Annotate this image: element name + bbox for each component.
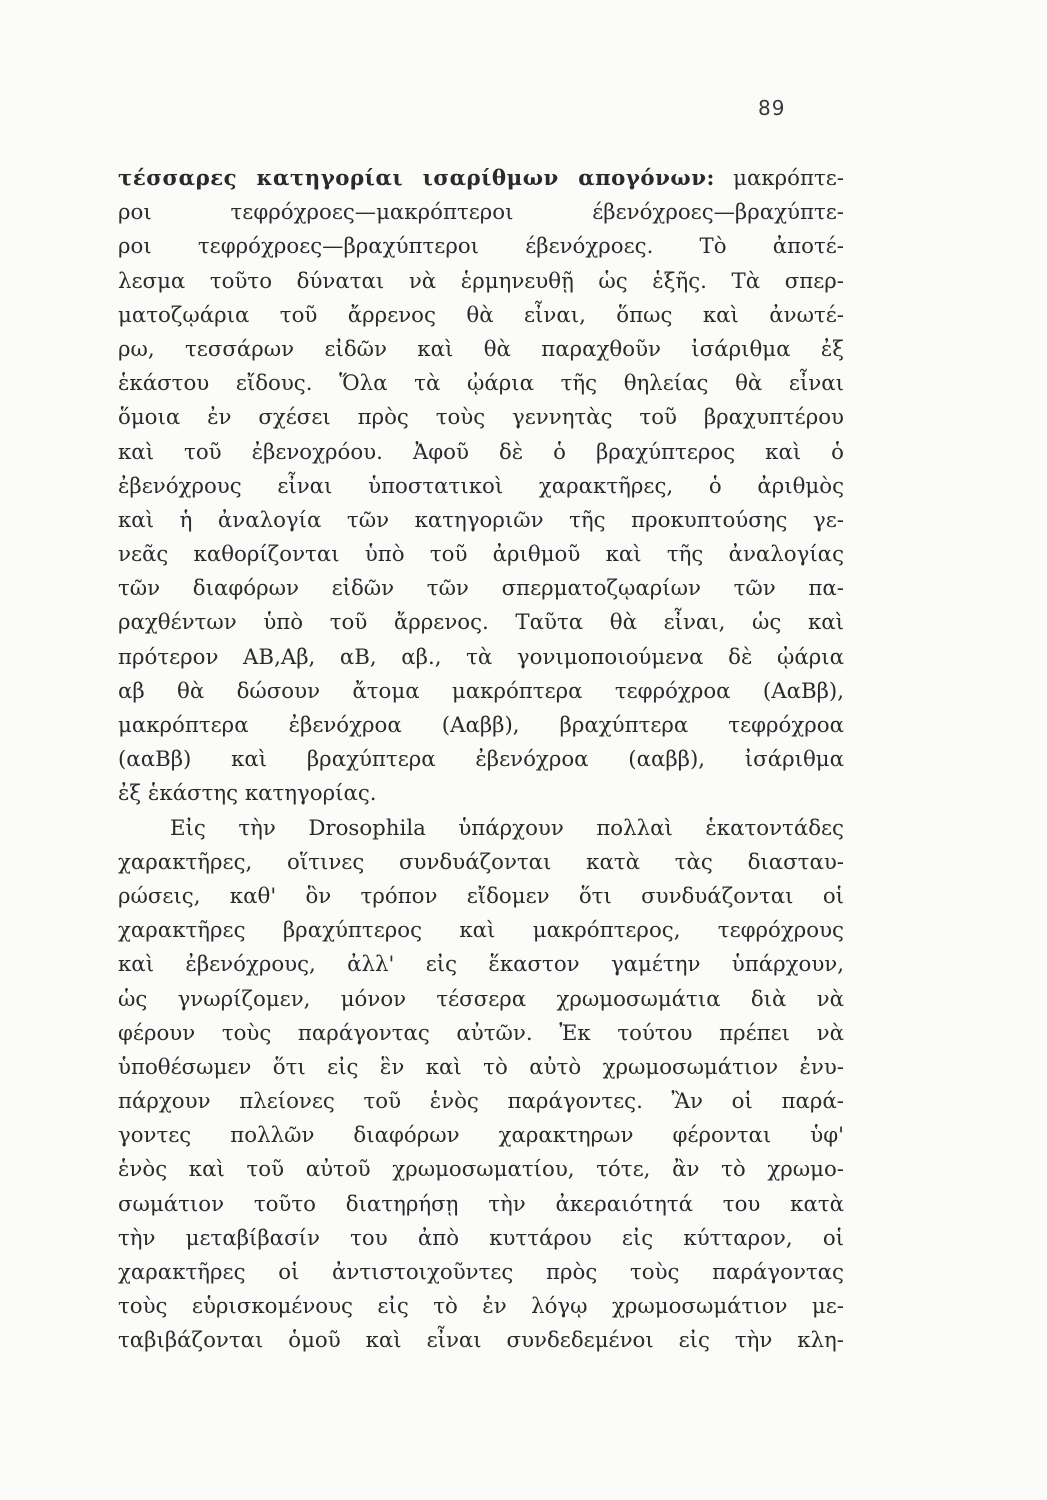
text-line: χαρακτῆρες, οἵτινες συνδυάζονται κατὰ τὰς διασταυ- — [118, 849, 844, 875]
text-span: μακρόπτε- — [714, 166, 844, 191]
text-line: καὶ τοῦ ἐβενοχρόου. Ἀφοῦ δὲ ὁ βραχύπτερος καὶ ὁ — [118, 439, 844, 465]
text-line: ραχθέντων ὑπὸ τοῦ ἄρρενος. Ταῦτα θὰ εἶναι, ὡς καὶ — [118, 610, 844, 636]
text-line: μακρόπτερα ἐβενόχροα (Ααββ), βραχύπτερα τεφρόχροα — [118, 713, 844, 738]
body-text — [118, 162, 844, 1359]
text-line: χαρακτῆρες οἱ ἀντιστοιχοῦντες πρὸς τοὺς παράγοντας — [118, 1260, 844, 1285]
text-line: (ααΒβ) καὶ βραχύπτερα ἐβενόχροα (ααββ), ἰσάριθμα — [118, 747, 844, 773]
page-number: 89 — [758, 96, 786, 120]
text-line — [118, 162, 844, 196]
text-line: τοὺς εὑρισκομένους εἰς τὸ ἐν λόγῳ χρωμοσωμάτιον με- — [118, 1294, 844, 1320]
text-line: τῶν διαφόρων εἰδῶν τῶν σπερματοζῳαρίων τῶν πα- — [118, 576, 844, 602]
text-line: τὴν μεταβίβασίν του ἀπὸ κυττάρου εἰς κύτταρον, οἱ — [118, 1225, 844, 1251]
text-line: καὶ ἡ ἀναλογία τῶν κατηγοριῶν τῆς προκυπτούσης γε- — [118, 507, 844, 533]
text-line: ὅμοια ἐν σχέσει πρὸς τοὺς γεννητὰς τοῦ βραχυπτέρου — [118, 405, 844, 431]
text-line: ματοζῳάρια τοῦ ἄρρενος θὰ εἶναι, ὅπως καὶ ἀνωτέ- — [118, 302, 844, 328]
text-line: ἑκάστου εἴδους. Ὅλα τὰ ᾠάρια τῆς θηλείας θὰ εἶναι — [118, 371, 844, 397]
text-line: ἐξ ἑκάστης κατηγορίας. — [118, 781, 377, 807]
text-line: ὡς γνωρίζομεν, μόνον τέσσερα χρωμοσωμάτια διὰ νὰ — [118, 986, 844, 1012]
text-line: πάρχουν πλείονες τοῦ ἑνὸς παράγοντες. Ἂν οἱ παρά- — [118, 1089, 844, 1115]
text-line: ἐβενόχρους εἶναι ὑποστατικοὶ χαρακτῆρες, ὁ ἀριθμὸς — [118, 473, 844, 499]
text-line: νεᾶς καθορίζονται ὑπὸ τοῦ ἀριθμοῦ καὶ τῆς ἀναλογίας — [118, 542, 844, 568]
text-line: ροι τεφρόχροες—βραχύπτεροι έβενόχροες. Τὸ ἀποτέ- — [118, 234, 844, 260]
text-line: ροι τεφρόχροες—μακρόπτεροι έβενόχροες—βραχύπτε- — [118, 200, 844, 226]
text-line: ἑνὸς καὶ τοῦ αὐτοῦ χρωμοσωματίου, τότε, ἂν τὸ χρωμο- — [118, 1157, 844, 1183]
text-line: ρώσεις, καθ' ὃν τρόπον εἴδομεν ὅτι συνδυάζονται οἱ — [118, 883, 844, 909]
bold-lead-phrase: τέσσαρες κατηγορίαι ισαρίθμων απογόνων: — [118, 166, 715, 191]
text-line: πρότερον ΑΒ,Αβ, αΒ, αβ., τὰ γονιμοποιούμενα δὲ ᾠάρια — [118, 644, 844, 670]
text-line: ταβιβάζονται ὁμοῦ καὶ εἶναι συνδεδεμένοι εἰς τὴν κλη- — [118, 1328, 844, 1354]
text-line: λεσμα τοῦτο δύναται νὰ ἑρμηνευθῇ ὡς ἑξῆς. Τὰ σπερ- — [118, 268, 844, 294]
text-line: γοντες πολλῶν διαφόρων χαρακτηρων φέρονται ὑφ' — [118, 1123, 844, 1149]
text-line: Εἰς τὴν Drosophila ὑπάρχουν πολλαὶ ἑκατοντάδες — [170, 815, 844, 841]
text-line: χαρακτῆρες βραχύπτερος καὶ μακρόπτερος, τεφρόχρους — [118, 918, 844, 944]
text-line: ρω, τεσσάρων εἰδῶν καὶ θὰ παραχθοῦν ἰσάριθμα ἐξ — [118, 336, 844, 362]
text-line: αβ θὰ δώσουν ἄτομα μακρόπτερα τεφρόχροα (ΑαΒβ), — [118, 678, 844, 704]
text-line: φέρουν τοὺς παράγοντας αὐτῶν. Ἐκ τούτου πρέπει νὰ — [118, 1020, 844, 1046]
text-line: ὑποθέσωμεν ὅτι εἰς ἓν καὶ τὸ αὐτὸ χρωμοσωμάτιον ἐνυ- — [118, 1054, 844, 1080]
text-line: καὶ ἐβενόχρους, ἀλλ' εἰς ἕκαστον γαμέτην ὑπάρχουν, — [118, 952, 844, 978]
text-line: σωμάτιον τοῦτο διατηρήσῃ τὴν ἀκεραιότητά του κατὰ — [118, 1191, 844, 1217]
